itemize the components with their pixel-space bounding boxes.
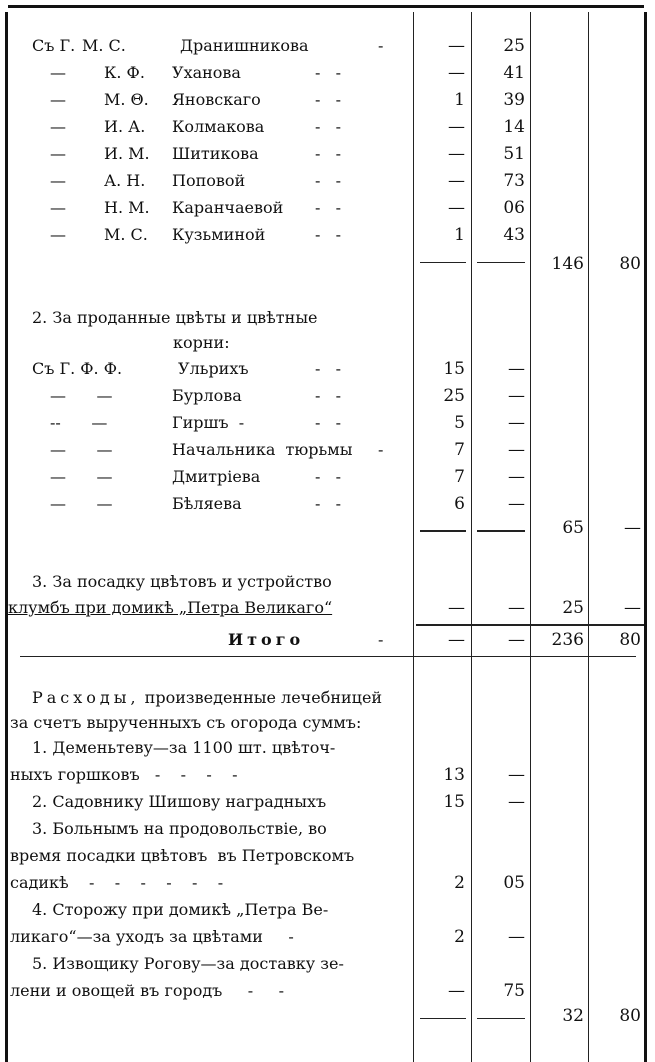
top-rule (8, 5, 644, 8)
subtotal-rule (420, 530, 466, 532)
total-dot: - (378, 630, 384, 649)
expense-kop: — (508, 792, 525, 812)
row-name: Ульрихъ (178, 359, 249, 378)
row-prefix: — (50, 63, 66, 82)
row-rub: — (448, 36, 465, 56)
row-dots: - - (315, 467, 342, 486)
section3-total-kop: — (624, 598, 641, 618)
row-initials: М. С. (104, 225, 148, 244)
expense-kop: 05 (503, 873, 525, 893)
section2-heading-cont: корни: (173, 333, 230, 352)
section2-total-rub: 65 (562, 518, 584, 538)
row-kop: 39 (503, 90, 525, 110)
row-kop: 14 (503, 117, 525, 137)
expense-line: садикѣ - - - - - - (10, 873, 224, 892)
expense-rub: 13 (443, 765, 465, 785)
row-kop: 51 (503, 144, 525, 164)
row-dots: - - (315, 144, 342, 163)
row-prefix: Съ Г. Ф. Ф. (32, 359, 123, 378)
row-kop: — (508, 494, 525, 514)
subtotal-rule (477, 262, 525, 263)
row-prefix: — — (50, 467, 113, 486)
column-divider-1 (413, 12, 414, 1062)
subtotal-rule (420, 1018, 466, 1019)
expense-line: время посадки цвѣтовъ въ Петровскомъ (10, 846, 355, 865)
grand-total-sum-kop: 80 (619, 630, 641, 650)
row-name: Поповой (172, 171, 246, 190)
row-dots: - - (315, 90, 342, 109)
row-name: Уханова (172, 63, 241, 82)
row-prefix: — (50, 225, 66, 244)
row-name: Бурлова (172, 386, 242, 405)
row-dots: - - (315, 359, 342, 378)
row-name: Яновскаго (172, 90, 261, 109)
section3-total-rub: 25 (562, 598, 584, 618)
subtotal-rule (477, 530, 525, 532)
row-rub: — (448, 144, 465, 164)
grand-total-kop: — (508, 630, 525, 650)
row-prefix: — (50, 144, 66, 163)
row-name: Каранчаевой (172, 198, 284, 217)
row-rub: 1 (454, 225, 465, 245)
row-name: Бѣляева (172, 494, 242, 513)
section3-kop: — (508, 598, 525, 618)
row-rub: — (448, 171, 465, 191)
right-border (644, 12, 647, 1062)
column-divider-2 (471, 12, 472, 1062)
row-name: Шитикова (172, 144, 259, 163)
expense-line: 3. Больнымъ на продовольствiе, во (32, 819, 327, 838)
expense-kop: — (508, 927, 525, 947)
row-initials: К. Ф. (104, 63, 145, 82)
section1-total-rub: 146 (551, 254, 584, 274)
row-kop: 06 (503, 198, 525, 218)
expense-line: 4. Сторожу при домикѣ „Петра Ве- (32, 900, 329, 919)
row-kop: — (508, 467, 525, 487)
expense-rub: — (448, 981, 465, 1001)
row-rub: 7 (454, 467, 465, 487)
row-name: Кузьминой (172, 225, 266, 244)
subtotal-rule (420, 262, 466, 263)
row-initials: М. Θ. (104, 90, 149, 109)
expense-line: лени и овощей въ городъ - - (10, 981, 285, 1000)
row-dots: - (378, 440, 384, 459)
row-initials: И. А. (104, 117, 146, 136)
row-rub: 6 (454, 494, 465, 514)
total-label: Итого (228, 630, 305, 649)
expenses-total-rub: 32 (562, 1006, 584, 1026)
row-rub: — (448, 198, 465, 218)
row-kop: 25 (503, 36, 525, 56)
row-name: Дмитрiева (172, 467, 261, 486)
row-kop: 43 (503, 225, 525, 245)
row-initials: Н. М. (104, 198, 150, 217)
section3-line2: клумбъ при домикѣ „Петра Великаго“ (8, 598, 333, 617)
total-underline (20, 656, 636, 657)
row-initials: И. М. (104, 144, 150, 163)
row-dots: - - (315, 198, 342, 217)
expense-line: ныхъ горшковъ - - - - (10, 765, 238, 784)
row-kop: — (508, 386, 525, 406)
expenses-heading-line2: за счетъ вырученныхъ съ огорода суммъ: (10, 713, 362, 732)
grand-total-sum-rub: 236 (551, 630, 584, 650)
row-dots: - - (315, 225, 342, 244)
row-rub: 7 (454, 440, 465, 460)
grand-total-rub: — (448, 630, 465, 650)
section3-rub: — (448, 598, 465, 618)
section1-total-kop: 80 (619, 254, 641, 274)
row-dots: - - (315, 63, 342, 82)
expense-line: 2. Садовнику Шишову наградныхъ (32, 792, 327, 811)
row-prefix: — — (50, 386, 113, 405)
row-name: Колмакова (172, 117, 265, 136)
section3-line1: 3. За посадку цвѣтовъ и устройство (32, 572, 332, 591)
row-name: Гиршъ - (172, 413, 245, 432)
row-rub: — (448, 63, 465, 83)
row-prefix: Съ Г. (32, 36, 76, 55)
expense-rub: 2 (454, 873, 465, 893)
subtotal-rule (477, 1018, 525, 1019)
row-prefix: — — (50, 494, 113, 513)
expenses-heading (32, 688, 382, 707)
expense-rub: 15 (443, 792, 465, 812)
row-prefix: — (50, 117, 66, 136)
expense-rub: 2 (454, 927, 465, 947)
row-prefix: — (50, 198, 66, 217)
row-kop: — (508, 413, 525, 433)
expense-kop: 75 (503, 981, 525, 1001)
section2-total-kop: — (624, 518, 641, 538)
expenses-heading-word: Расходы, (32, 688, 140, 707)
row-dots: - - (315, 171, 342, 190)
row-kop: — (508, 440, 525, 460)
expense-line: 5. Извощику Рогову—за доставку зе- (32, 954, 344, 973)
row-dots: - (378, 36, 384, 55)
row-dots: - - (315, 494, 342, 513)
row-prefix: — — (50, 440, 113, 459)
row-rub: 15 (443, 359, 465, 379)
left-border (5, 12, 8, 1062)
section2-heading: 2. За проданные цвѣты и цвѣтные (32, 308, 318, 327)
row-prefix: — (50, 90, 66, 109)
row-name: Начальника тюрьмы (172, 440, 353, 459)
total-rule (416, 624, 644, 626)
row-kop: 41 (503, 63, 525, 83)
row-prefix: — (50, 171, 66, 190)
row-dots: - - (315, 386, 342, 405)
expense-kop: — (508, 765, 525, 785)
row-initials: А. Н. (104, 171, 146, 190)
expenses-total-kop: 80 (619, 1006, 641, 1026)
expense-line: 1. Деменьтеву—за 1100 шт. цвѣточ- (32, 738, 336, 757)
row-kop: — (508, 359, 525, 379)
row-rub: 1 (454, 90, 465, 110)
row-rub: 5 (454, 413, 465, 433)
expenses-heading-rest: произведенные лечебницей (139, 688, 383, 707)
expense-line: ликаго“—за уходъ за цвѣтами - (10, 927, 294, 946)
row-rub: 25 (443, 386, 465, 406)
row-rub: — (448, 117, 465, 137)
row-prefix: -- — (50, 413, 108, 432)
row-dots: - - (315, 413, 342, 432)
row-dots: - - (315, 117, 342, 136)
row-kop: 73 (503, 171, 525, 191)
row-name: Дранишникова (180, 36, 309, 55)
row-initials: М. С. (82, 36, 126, 55)
